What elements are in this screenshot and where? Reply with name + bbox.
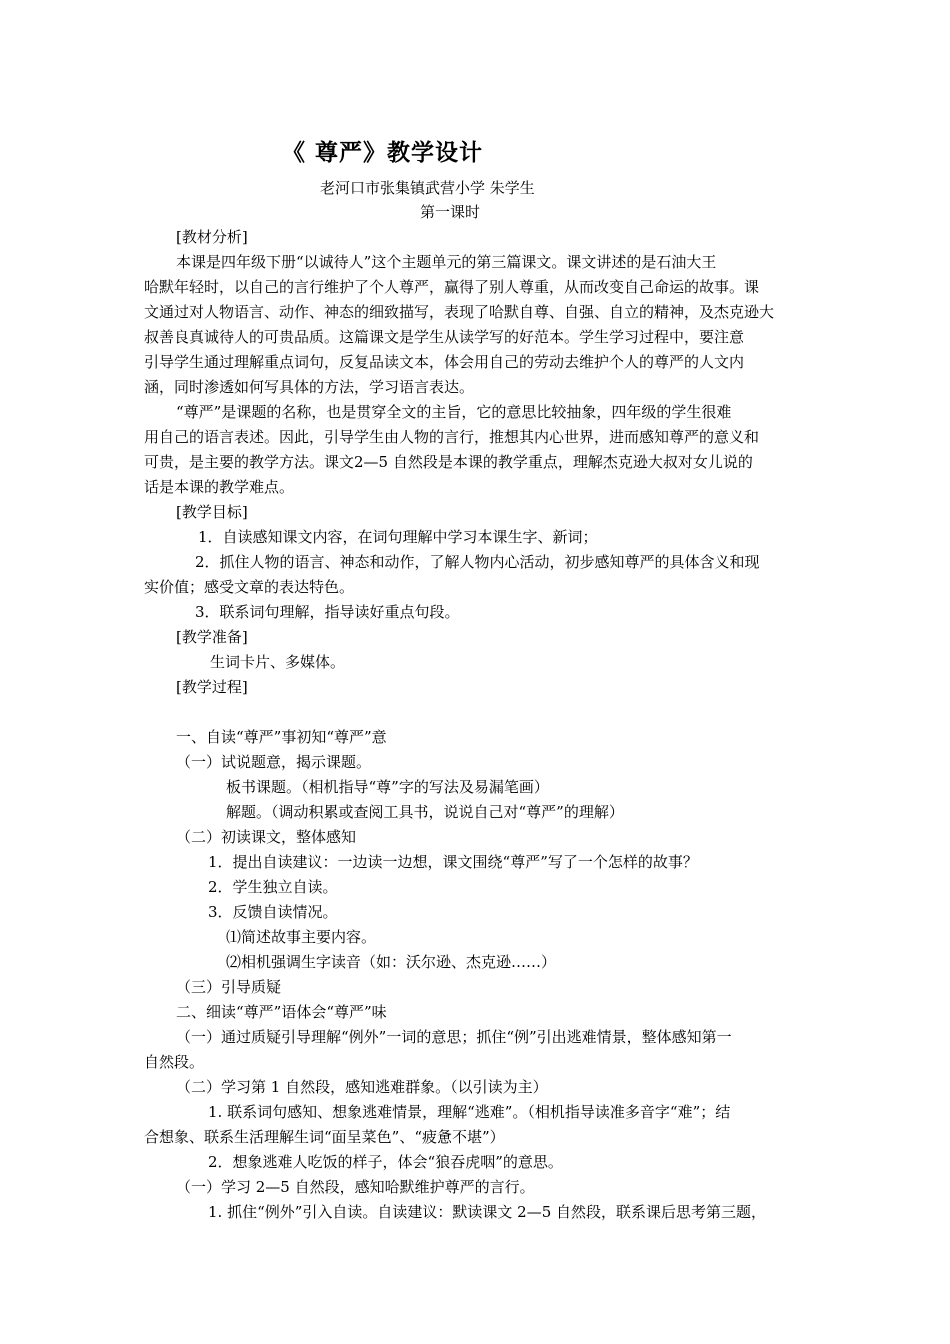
analysis-p1-line: 引导学生通过理解重点词句，反复品读文本，体会用自己的劳动去维护个人的尊严的人文内 — [144, 353, 745, 371]
process-line: （一）通过质疑引导理解“例外”一词的意思；抓住“例”引出逃难情景，整体感知第一 — [176, 1028, 732, 1046]
goal-item: 3．联系词句理解，指导读好重点句段。 — [195, 603, 460, 621]
analysis-p1-line: 文通过对人物语言、动作、神态的细致描写，表现了哈默自尊、自强、自立的精神，及杰克逊大 — [144, 303, 775, 321]
analysis-p1-line: 涵，同时渗透如何写具体的方法，学习语言表达。 — [144, 378, 475, 396]
process-line: 2．学生独立自读。 — [208, 878, 338, 896]
analysis-p1-line: 本课是四年级下册“以诚待人”这个主题单元的第三篇课文。课文讲述的是石油大王 — [176, 253, 717, 271]
process-line: 自然段。 — [144, 1053, 205, 1071]
author-line: 老河口市张集镇武营小学 朱学生 — [320, 179, 535, 197]
document-title: 《 尊严》教学设计 — [282, 139, 484, 166]
process-line: （二）学习第 1 自然段，感知逃难群象。（以引读为主） — [176, 1078, 548, 1096]
process-line: ⑴简述故事主要内容。 — [226, 928, 377, 946]
goal-item: 2．抓住人物的语言、神态和动作，了解人物内心活动，初步感知尊严的具体含义和现 — [195, 553, 760, 571]
process-line: 一、自读“尊严”事初知“尊严”意 — [176, 728, 387, 746]
process-line: （三）引导质疑 — [176, 978, 282, 996]
process-line: ⑵相机强调生字读音（如：沃尔逊、杰克逊……） — [226, 953, 557, 971]
analysis-p2-line: 话是本课的教学难点。 — [144, 478, 295, 496]
process-line: 解题。（调动积累或查阅工具书，说说自己对“尊严”的理解） — [226, 803, 624, 821]
analysis-p1-line: 叔善良真诚待人的可贵品质。这篇课文是学生从读学写的好范本。学生学习过程中，要注意 — [144, 328, 745, 346]
process-line: 1. 联系词句感知、想象逃难情景，理解“逃难”。（相机指导读准多音字“难”；结 — [208, 1103, 731, 1121]
section-heading-prep: [教学准备] — [176, 628, 248, 646]
goal-item: 实价值；感受文章的表达特色。 — [144, 578, 355, 596]
process-line: 3．反馈自读情况。 — [208, 903, 338, 921]
process-line: （二）初读课文，整体感知 — [176, 828, 357, 846]
analysis-p2-line: 用自己的语言表述。因此，引导学生由人物的言行，推想其内心世界，进而感知尊严的意义和 — [144, 428, 760, 446]
process-line: （一）学习 2—5 自然段，感知哈默维护尊严的言行。 — [176, 1178, 535, 1196]
analysis-p2-line: 可贵，是主要的教学方法。课文2—5 自然段是本课的教学重点，理解杰克逊大叔对女儿说的 — [144, 453, 753, 471]
process-line: 1. 抓住“例外”引入自读。自读建议：默读课文 2—5 自然段，联系课后思考第三题， — [208, 1203, 767, 1221]
section-heading-process: [教学过程] — [176, 678, 248, 696]
goal-item: 1．自读感知课文内容，在词句理解中学习本课生字、新词； — [198, 528, 598, 546]
process-line: （一）试说题意，揭示课题。 — [176, 753, 372, 771]
process-line: 2．想象逃难人吃饭的样子，体会“狼吞虎咽”的意思。 — [208, 1153, 563, 1171]
analysis-p2-line: “尊严”是课题的名称，也是贯穿全文的主旨，它的意思比较抽象，四年级的学生很难 — [176, 403, 732, 421]
process-line: 二、细读“尊严”语体会“尊严”味 — [176, 1003, 387, 1021]
lesson-label: 第一课时 — [420, 203, 481, 221]
analysis-p1-line: 哈默年轻时，以自己的言行维护了个人尊严，赢得了别人尊重，从而改变自己命运的故事。课 — [144, 278, 760, 296]
section-heading-goals: [教学目标] — [176, 503, 248, 521]
process-line: 1．提出自读建议：一边读一边想，课文围绕“尊严”写了一个怎样的故事？ — [208, 853, 698, 871]
process-line: 板书课题。（相机指导“尊”字的写法及易漏笔画） — [226, 778, 549, 796]
prep-text: 生词卡片、多媒体。 — [210, 653, 346, 671]
process-line: 合想象、联系生活理解生词“面呈菜色”、“疲惫不堪”） — [144, 1128, 505, 1146]
section-heading-analysis: [教材分析] — [176, 228, 248, 246]
